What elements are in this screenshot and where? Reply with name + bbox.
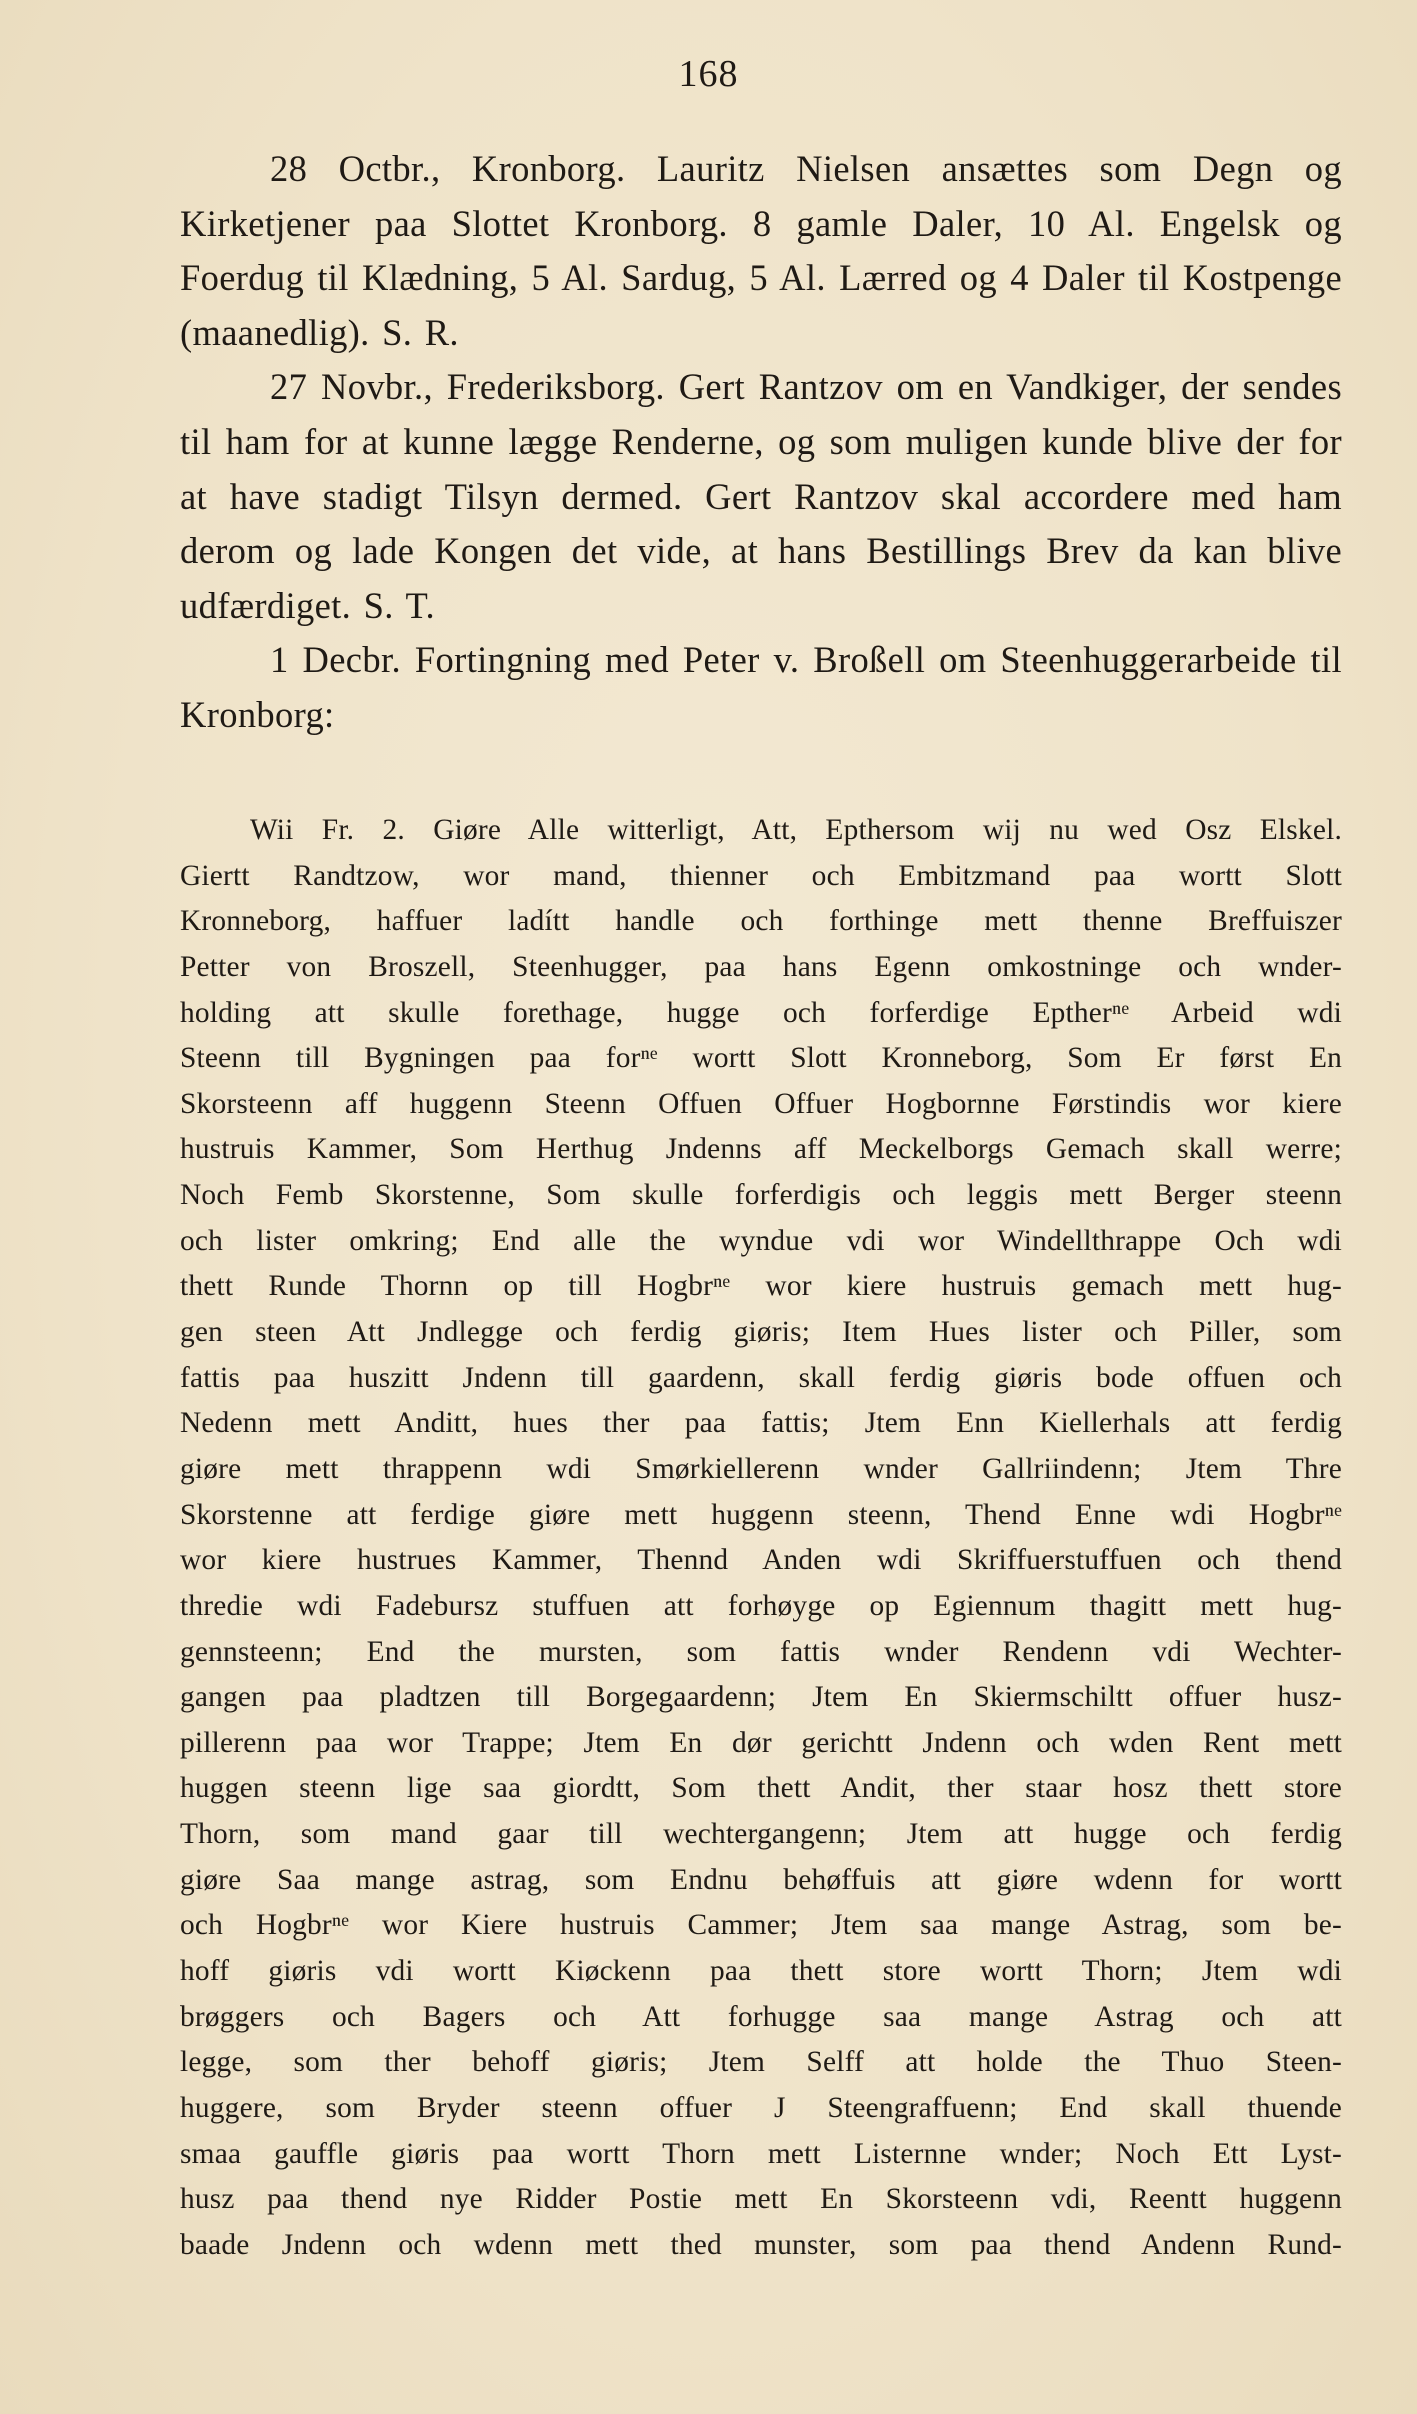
document-line: Thorn, som mand gaar till wechtergangenn; Jtem att hugge och ferdig [180,1818,1342,1851]
document-line: holding att skulle forethage, hugge och forferdige Eptherⁿᵉ Arbeid wdi [180,996,1342,1029]
document-line: Giertt Randtzow, wor mand, thienner och Embitzmand paa wortt Slott [180,859,1342,892]
document-line: Petter von Broszell, Steenhugger, paa hans Egenn omkostninge och wnder- [180,950,1342,983]
document-line: thett Runde Thornn op till Hogbrⁿᵉ wor kiere hustruis gemach mett hug- [180,1270,1342,1303]
document-line: giøre Saa mange astrag, som Endnu behøffuis att giøre wdenn for wortt [180,1863,1342,1896]
document-line: hoff giøris vdi wortt Kiøckenn paa thett store wortt Thorn; Jtem wdi [180,1955,1342,1988]
document-line: hustruis Kammer, Som Herthug Jndenns aff Meckelborgs Gemach skall werre; [180,1133,1342,1166]
document-line: Skorsteenn aff huggenn Steenn Offuen Offuer Hogbornne Førstindis wor kiere [180,1087,1342,1120]
document-line: Steenn till Bygningen paa forⁿᵉ wortt Slott Kronneborg, Som Er først En [180,1042,1342,1075]
document-line: gangen paa pladtzen till Borgegaardenn; Jtem En Skiermschiltt offuer husz- [180,1681,1342,1714]
document-line: gennsteenn; End the mursten, som fattis wnder Rendenn vdi Wechter- [180,1635,1342,1668]
document-line: Wii Fr. 2. Giøre Alle witterligt, Att, Epthersom wij nu wed Osz Elskel. [250,814,1342,846]
document-line: fattis paa huszitt Jndenn till gaardenn, skall ferdig giøris bode offuen och [180,1361,1342,1394]
quoted-document [180,808,1342,2269]
document-line: och lister omkring; End alle the wyndue vdi wor Windellthrappe Och wdi [180,1224,1342,1257]
document-line: giøre mett thrappenn wdi Smørkiellerenn wnder Gallriindenn; Jtem Thre [180,1452,1342,1485]
document-line: Nedenn mett Anditt, hues ther paa fattis; Jtem Enn Kiellerhals att ferdig [180,1407,1342,1440]
entry-vandkiger: 27 Novbr., Frederiksborg. Gert Rantzov om en Vandkiger, der sendes til ham for at kunne lægge Renderne, og som muligen kunde blive der for at have stadigt Tilsyn dermed. Gert Rantzov skal accordere med ham derom og lade Kongen det vide, at hans Bestillings Brev da kan blive udfærdiget. S. T. [180,366,1342,626]
page-number: 168 [678,53,739,95]
document-line: smaa gauffle giøris paa wortt Thorn mett Listernne wnder; Noch Ett Lyst- [180,2137,1342,2170]
main-text [180,142,1342,743]
document-line: wor kiere hustrues Kammer, Thennd Anden wdi Skriffuerstuffuen och thend [180,1544,1342,1577]
entry-kronborg-degn: 28 Octbr., Kronborg. Lauritz Nielsen ansættes som Degn og Kirketjener paa Slottet Kronborg. 8 gamle Daler, 10 Al. Engelsk og Foerdug til Klædning, 5 Al. Sardug, 5 Al. Lærred og 4 Daler til Kostpenge (maanedlig). S. R. [180,148,1342,353]
document-line: thredie wdi Fadebursz stuffuen att forhøyge op Egiennum thagitt mett hug- [180,1589,1342,1622]
document-line: huggen steenn lige saa giordtt, Som thett Andit, ther staar hosz thett store [180,1772,1342,1805]
document-line: brøggers och Bagers och Att forhugge saa mange Astrag och att [180,2000,1342,2033]
document-line: Skorstenne att ferdige giøre mett huggenn steenn, Thend Enne wdi Hogbrⁿᵉ [180,1498,1342,1531]
document-line: Kronneborg, haffuer ladítt handle och forthinge mett thenne Breffuiszer [180,905,1342,938]
document-line: husz paa thend nye Ridder Postie mett En Skorsteenn vdi, Reentt huggenn [180,2183,1342,2216]
document-line: legge, som ther behoff giøris; Jtem Selff att holde the Thuo Steen- [180,2046,1342,2079]
document-line: pillerenn paa wor Trappe; Jtem En dør gerichtt Jndenn och wden Rent mett [180,1726,1342,1759]
document-line: och Hogbrⁿᵉ wor Kiere hustruis Cammer; Jtem saa mange Astrag, som be- [180,1909,1342,1942]
document-line: baade Jndenn och wdenn mett thed munster, som paa thend Andenn Rund- [180,2228,1342,2261]
entry-fortingning: 1 Decbr. Fortingning med Peter v. Broßell om Steenhuggerarbeide til Kronborg: [180,639,1342,735]
document-line: gen steen Att Jndlegge och ferdig giøris; Item Hues lister och Piller, som [180,1316,1342,1349]
document-line: huggere, som Bryder steenn offuer J Steengraffuenn; End skall thuende [180,2091,1342,2124]
document-line: Noch Femb Skorstenne, Som skulle forferdigis och leggis mett Berger steenn [180,1179,1342,1212]
